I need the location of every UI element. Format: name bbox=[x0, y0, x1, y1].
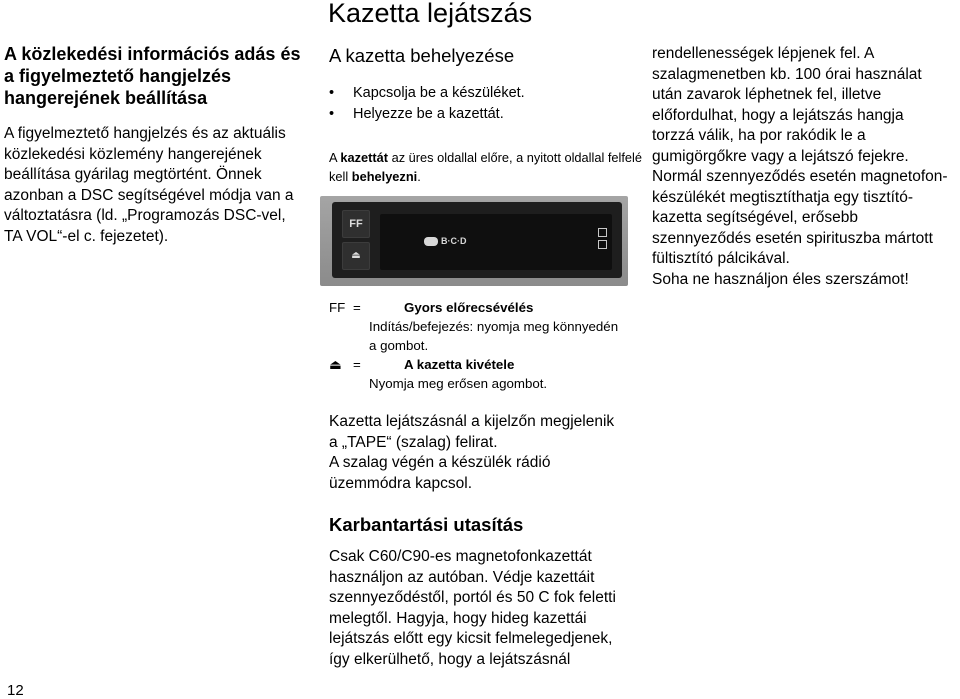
tape-direction-icon bbox=[598, 228, 606, 250]
text-line: előfordulhat, hogy a lejátszás hangja bbox=[652, 106, 904, 124]
eject-icon: ⏏ bbox=[329, 357, 342, 372]
text-line: TA VOL“-el c. fejezetet). bbox=[4, 227, 169, 245]
maintenance-continued-text bbox=[652, 44, 958, 290]
text-line: Soha ne használjon éles szerszámot! bbox=[652, 270, 909, 288]
note-bold: behelyezni bbox=[351, 169, 418, 184]
list-item: • Helyezze be a kazettát. bbox=[329, 104, 525, 125]
note-text: A bbox=[329, 150, 341, 165]
legend-title: Gyors előrecsévélés bbox=[404, 300, 534, 315]
legend-key: FF bbox=[329, 300, 346, 315]
legend-title: A kazetta kivétele bbox=[404, 357, 515, 372]
maintenance-text bbox=[329, 547, 639, 670]
text-line: Csak C60/C90-es magnetofonkazettát bbox=[329, 548, 592, 565]
text-line: fültisztító pálcikával. bbox=[652, 250, 790, 267]
insert-note bbox=[329, 148, 649, 186]
text-line: után zavarok léphetnek fel, illetve bbox=[652, 86, 882, 103]
text-line: Kazetta lejátszásnál a kijelzőn megjelenik bbox=[329, 413, 615, 430]
page-title: Kazetta lejátszás bbox=[328, 0, 533, 28]
legend-desc-line: a gombot. bbox=[369, 338, 429, 353]
eject-button: ⏏ bbox=[342, 242, 370, 270]
text-line: A szalag végén a készülék rádió bbox=[329, 454, 551, 471]
note-text: az üres oldallal előre, a nyitott oldallal felfelé kell bbox=[329, 150, 642, 184]
text-line: kazetta segítségével, erősebb bbox=[652, 209, 858, 226]
cassette-player-photo bbox=[320, 196, 628, 286]
traffic-info-volume-text bbox=[4, 124, 314, 247]
text-line: változtatásra (ld. „Programozás DSC-vel, bbox=[4, 207, 286, 224]
legend-eq: = bbox=[353, 300, 361, 315]
text-line: használjon az autóban. Védje kazettáit bbox=[329, 568, 595, 586]
text-line: torzzá válik, ha por rakódik le a bbox=[652, 127, 866, 144]
text-line: melegtől. Hagyja, hogy hideg kazettái bbox=[329, 609, 587, 627]
text-line: készülékét megtisztíthatja egy tisztító- bbox=[652, 188, 914, 206]
text-line: így elkerülhető, hogy a lejátszásnál bbox=[329, 650, 571, 668]
text-line: szennyeződéstől, portól és 50 C fok feletti bbox=[329, 589, 616, 606]
list-item: • Kapcsolja be a készüléket. bbox=[329, 83, 525, 104]
legend-desc-line: Indítás/befejezés: nyomja meg könnyedén bbox=[369, 319, 619, 334]
text-line: üzemmódra kapcsol. bbox=[329, 474, 473, 492]
text-line: gumigörgőkre vagy a lejátszó fejekre. bbox=[652, 147, 909, 165]
text-line: közlekedési közlemény hangerejének bbox=[4, 145, 262, 163]
page-number: 12 bbox=[7, 682, 24, 699]
tape-display-text bbox=[329, 412, 639, 494]
text-line: rendellenességek lépjenek fel. A bbox=[652, 45, 875, 62]
text-line: lejátszás előtt egy kicsit felmelegedjenek, bbox=[329, 630, 613, 647]
text-line: szennyeződés esetén spirituszba mártott bbox=[652, 229, 933, 247]
text-line: azonban a DSC segítségével módja van a bbox=[4, 186, 294, 204]
insert-cassette-heading: A kazetta behelyezése bbox=[329, 45, 515, 66]
cassette-slot bbox=[380, 214, 612, 270]
traffic-info-volume-heading: A közlekedési információs adás és a figyelmeztető hangjelzés hangerejének beállítása bbox=[4, 44, 301, 108]
ff-button: FF bbox=[342, 210, 370, 238]
text-line: szalagmenetben kb. 100 órai használat bbox=[652, 65, 922, 83]
player-faceplate bbox=[332, 202, 622, 278]
insert-steps-list bbox=[329, 83, 525, 125]
maintenance-heading: Karbantartási utasítás bbox=[329, 514, 524, 535]
text-line: Normál szennyeződés esetén magnetofon- bbox=[652, 168, 948, 185]
legend-desc-line: Nyomja meg erősen agombot. bbox=[369, 376, 548, 391]
legend-eq: = bbox=[353, 357, 361, 372]
text-line: A figyelmeztető hangjelzés és az aktuális bbox=[4, 125, 286, 142]
note-text: . bbox=[417, 169, 421, 184]
text-line: beállítása gyárilag megtörtént. Önnek bbox=[4, 166, 262, 183]
text-line: a „TAPE“ (szalag) felirat. bbox=[329, 433, 498, 451]
dolby-logo-icon: B·C·D bbox=[424, 236, 467, 246]
note-bold: kazettát bbox=[340, 150, 389, 165]
